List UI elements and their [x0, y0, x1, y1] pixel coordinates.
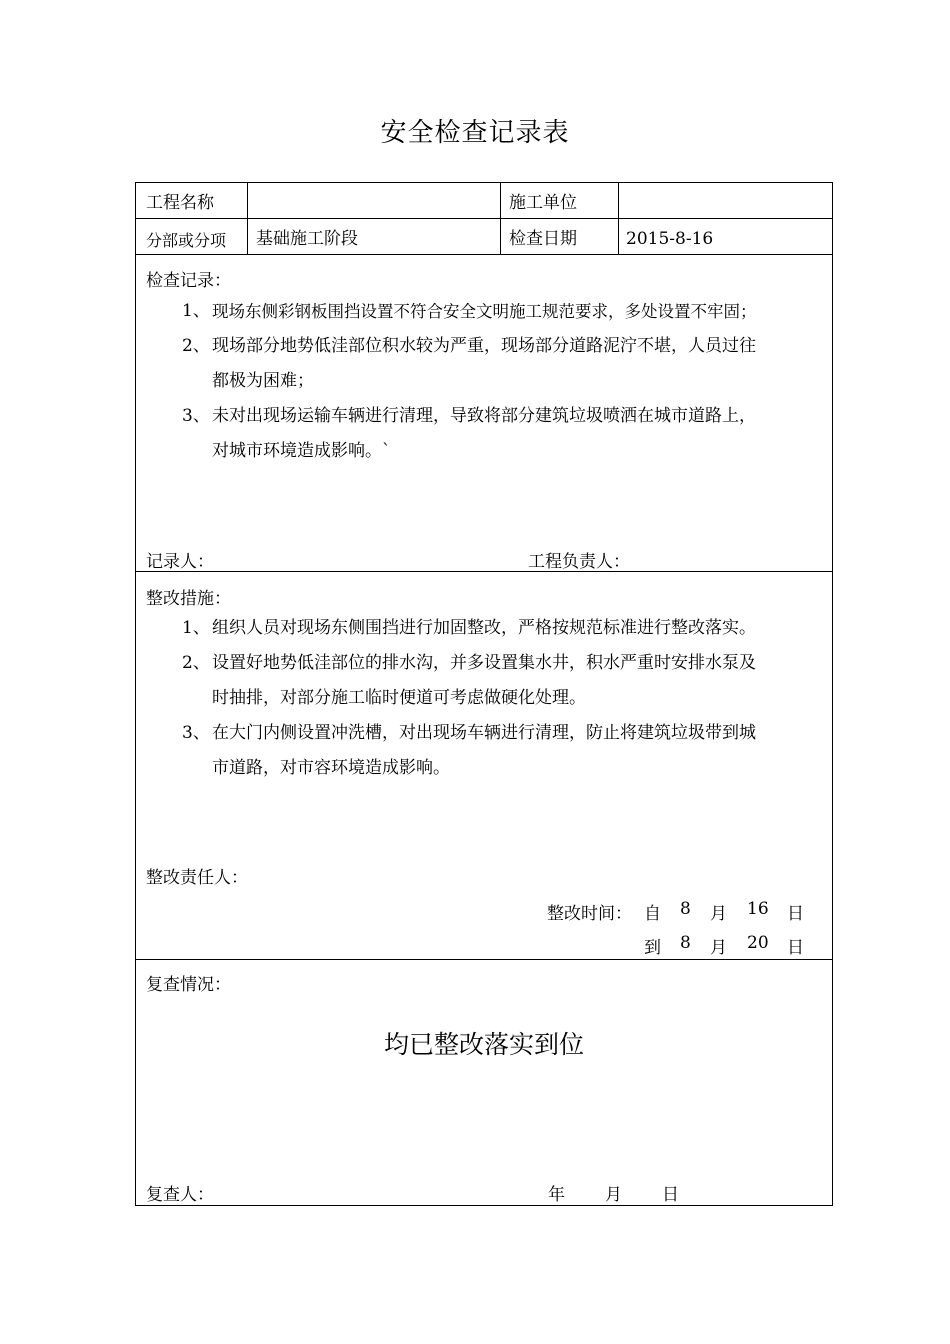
section-value: 基础施工阶段	[256, 229, 358, 249]
item-line: 设置好地势低洼部位的排水沟，并多设置集水井，积水严重时安排水泵及	[212, 653, 756, 673]
item-line: 现场部分地势低洼部位积水较为严重，现场部分道路泥泞不堪，人员过往	[212, 336, 756, 356]
project-name-label: 工程名称	[146, 193, 214, 213]
column-divider	[618, 183, 619, 254]
inspection-label: 检查记录：	[146, 271, 231, 291]
item-number: 2、	[182, 336, 210, 356]
recorder-label: 记录人：	[146, 552, 214, 572]
time-label: 整改时间：	[547, 904, 632, 924]
item-number: 3、	[182, 723, 210, 743]
item-line: 组织人员对现场东侧围挡进行加固整改，严格按规范标准进行整改落实。	[212, 618, 756, 638]
year-unit: 年	[548, 1185, 565, 1205]
to-label: 到	[644, 938, 661, 958]
item-line: 未对出现场运输车辆进行清理，导致将部分建筑垃圾喷洒在城市道路上，	[212, 406, 756, 426]
item-line: 现场东侧彩钢板围挡设置不符合安全文明施工规范要求，多处设置不牢固；	[212, 302, 757, 321]
reviewer-label: 复查人：	[146, 1185, 214, 1205]
from-month: 8	[680, 899, 691, 919]
check-date-label: 检查日期	[509, 229, 577, 249]
engineer-label: 工程负责人：	[528, 552, 630, 572]
item-line: 对城市环境造成影响。`	[212, 441, 391, 461]
month-unit: 月	[710, 938, 727, 958]
month-unit: 月	[710, 904, 727, 924]
column-divider	[500, 183, 501, 254]
item-line: 时抽排，对部分施工临时便道可考虑做硬化处理。	[212, 688, 586, 708]
review-result: 均已整改落实到位	[383, 1030, 584, 1059]
responsible-label: 整改责任人：	[146, 868, 248, 888]
row-divider	[136, 959, 832, 960]
row-divider	[136, 218, 832, 219]
record-table	[135, 182, 833, 1206]
item-line: 市道路，对市容环境造成影响。	[212, 758, 450, 778]
to-day: 20	[747, 933, 769, 953]
item-number: 3、	[182, 406, 210, 426]
review-label: 复查情况：	[146, 975, 231, 995]
from-day: 16	[747, 899, 769, 919]
page-title: 安全检查记录表	[380, 118, 570, 148]
rectification-label: 整改措施：	[146, 589, 231, 609]
item-number: 1、	[182, 301, 210, 321]
row-divider	[136, 571, 832, 572]
row-divider	[136, 254, 832, 255]
check-date-value: 2015-8-16	[626, 229, 714, 249]
item-number: 2、	[182, 653, 210, 673]
to-month: 8	[680, 933, 691, 953]
day-unit: 日	[787, 938, 804, 958]
month-unit: 月	[605, 1185, 622, 1205]
day-unit: 日	[662, 1185, 679, 1205]
construction-unit-label: 施工单位	[509, 193, 577, 213]
day-unit: 日	[787, 904, 804, 924]
item-number: 1、	[182, 618, 210, 638]
item-line: 都极为困难；	[212, 371, 314, 391]
column-divider	[247, 183, 248, 254]
item-line: 在大门内侧设置冲洗槽，对出现场车辆进行清理，防止将建筑垃圾带到城	[212, 723, 756, 743]
from-label: 自	[644, 904, 661, 924]
section-label: 分部或分项	[146, 231, 227, 250]
